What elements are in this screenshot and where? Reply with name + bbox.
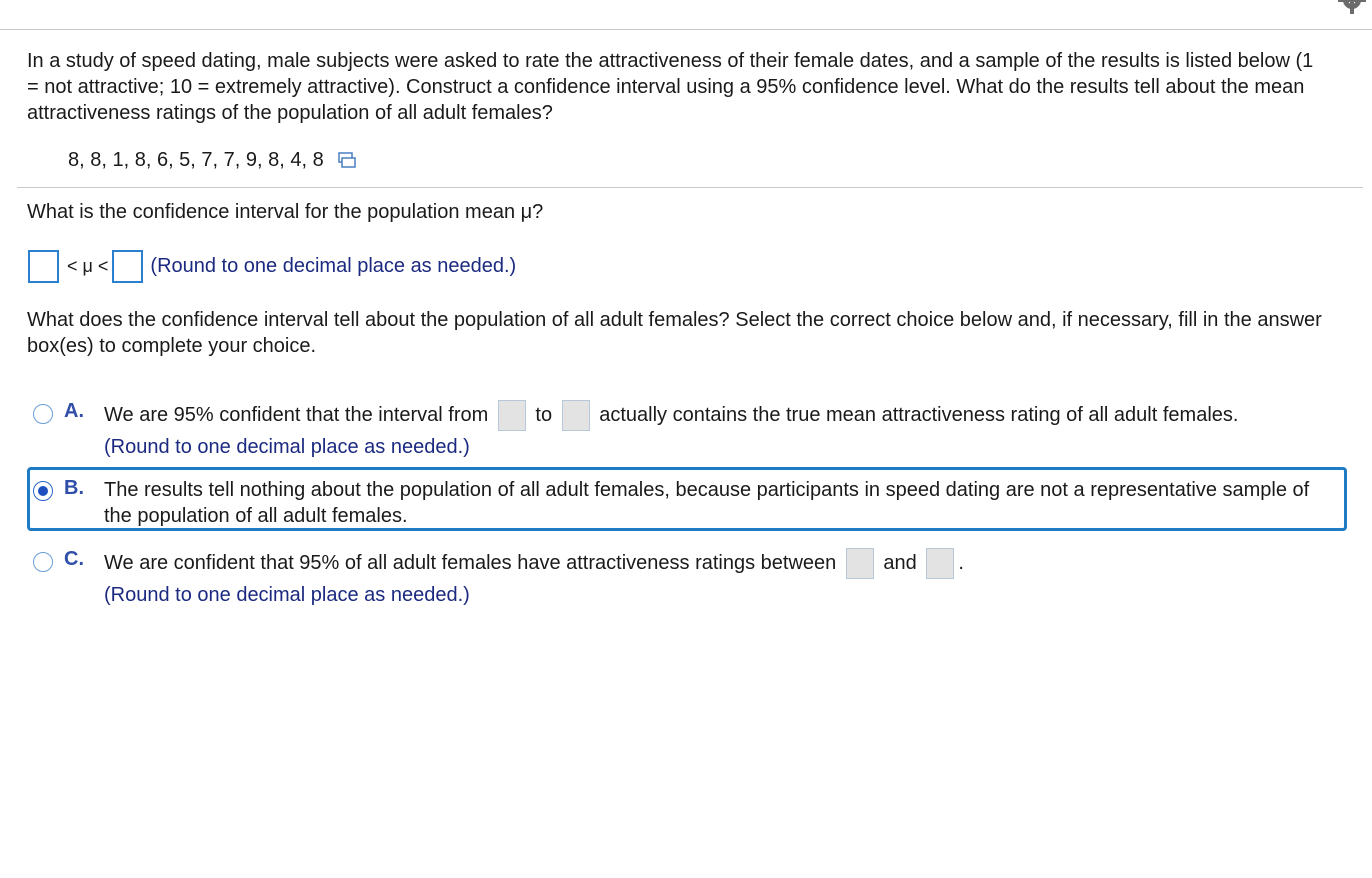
choice-a-letter: A.	[64, 400, 84, 422]
dataset-row	[68, 147, 356, 173]
choice-a-hint: (Round to one decimal place as needed.)	[104, 436, 470, 458]
choice-a-text	[104, 400, 1238, 431]
gear-icon[interactable]	[1338, 0, 1366, 14]
lower-bound-input[interactable]	[28, 250, 59, 283]
choice-c-text-after: .	[958, 551, 964, 574]
top-divider	[0, 29, 1372, 30]
choice-b-letter: B.	[64, 477, 84, 499]
choice-a-text-mid: to	[535, 403, 553, 426]
choice-c-hint: (Round to one decimal place as needed.)	[104, 584, 470, 606]
choice-a-radio[interactable]	[33, 404, 53, 424]
choice-c-text-mid: and	[883, 551, 917, 574]
upper-bound-input[interactable]	[112, 250, 143, 283]
part2-prompt: What does the confidence interval tell about the population of all adult females? Select the correct choice below and, if necessary, fill in the answer box(es) to complete your choice.	[27, 309, 1322, 357]
choice-b-text: The results tell nothing about the population of all adult females, because participants in speed dating are not a representative sample of the population of all adult females.	[104, 479, 1310, 527]
choice-b-radio-selected[interactable]	[33, 481, 53, 501]
choice-c-upper-input[interactable]	[926, 548, 954, 579]
choice-c-text	[104, 548, 964, 579]
dataset-values: 8, 8, 1, 8, 6, 5, 7, 7, 9, 8, 4, 8	[68, 149, 324, 171]
choice-a-text-before: We are 95% confident that the interval from	[104, 403, 489, 426]
section-divider	[17, 187, 1363, 188]
copy-data-icon[interactable]	[338, 152, 356, 168]
confidence-interval-row	[28, 250, 516, 283]
part1-prompt-text: What is the confidence interval for the population mean μ?	[27, 201, 544, 223]
choice-a-lower-input[interactable]	[498, 400, 526, 431]
choice-a-upper-input[interactable]	[562, 400, 590, 431]
choice-c-text-before: We are confident that 95% of all adult females have attractiveness ratings between	[104, 551, 837, 574]
mu-inequality: < μ <	[67, 256, 109, 276]
part1-prompt	[27, 199, 543, 225]
choice-a-text-after: actually contains the true mean attractiveness rating of all adult females.	[599, 403, 1239, 426]
question-text: In a study of speed dating, male subjects were asked to rate the attractiveness of their female dates, and a sample of the results is listed below (1 = not attractive; 10 = extremely attractive). Construct a confidence interval using a 95% confidence level. What do the results tell about the mean attractiveness ratings of the population of all adult females?	[27, 50, 1314, 124]
choice-c-letter: C.	[64, 548, 84, 570]
choice-c-radio[interactable]	[33, 552, 53, 572]
choice-c-lower-input[interactable]	[846, 548, 874, 579]
part1-round-hint: (Round to one decimal place as needed.)	[150, 255, 517, 277]
